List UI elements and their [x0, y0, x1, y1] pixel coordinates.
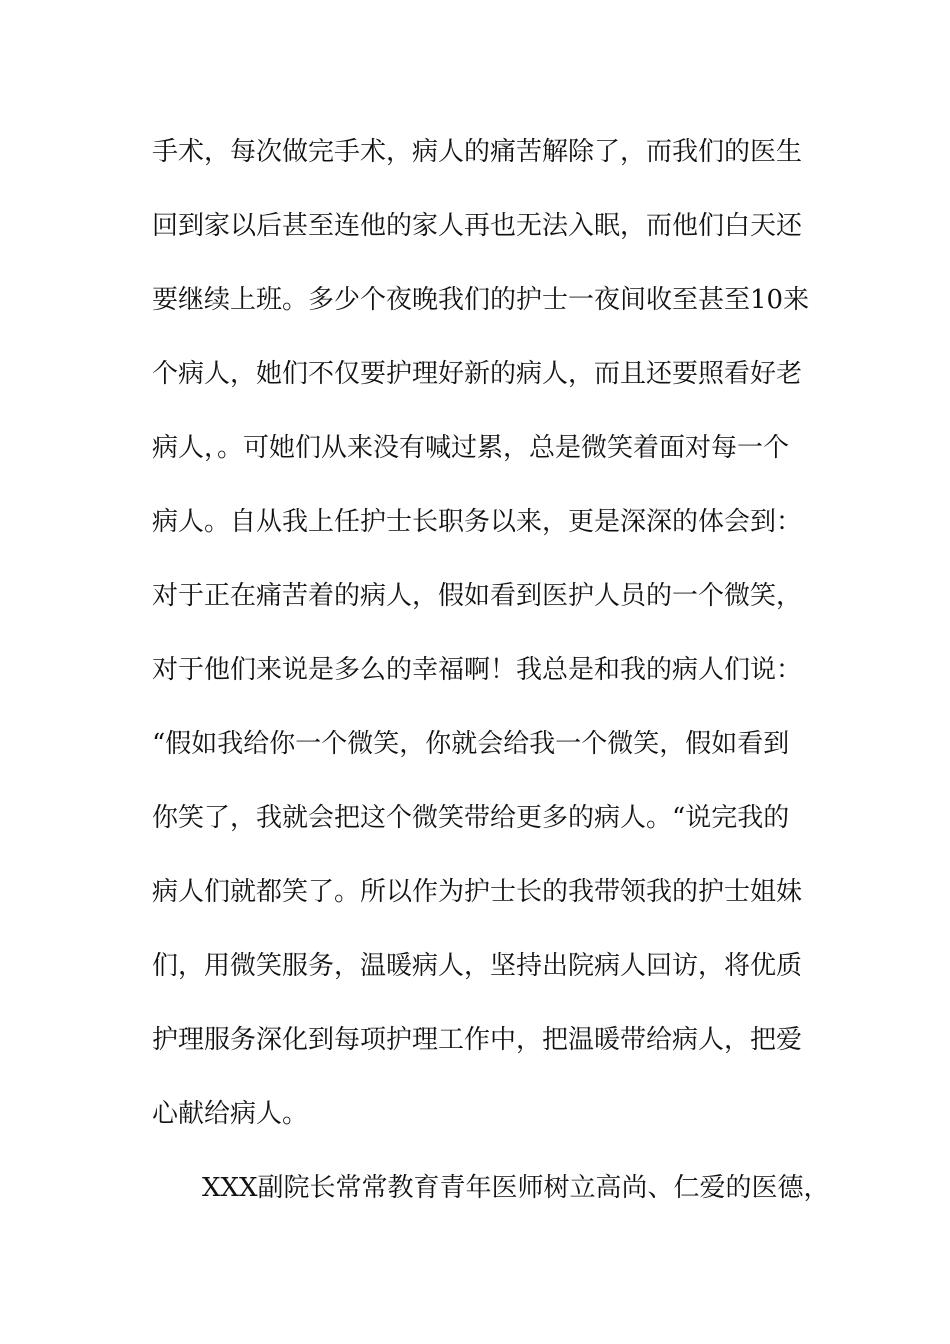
text-line: 对于他们来说是多么的幸福啊！我总是和我的病人们说：: [152, 655, 803, 685]
text-line: XXX副院长常常教育青年医师树立高尚、仁爱的医德，: [202, 1173, 830, 1203]
text-line: 你笑了，我就会把这个微笑带给更多的病人。“说完我的: [152, 803, 790, 833]
text-line: 回到家以后甚至连他的家人再也无法入眠，而他们白天还: [152, 211, 803, 241]
text-line: 手术，每次做完手术，病人的痛苦解除了，而我们的医生: [152, 137, 803, 167]
text-line: 们，用微笑服务，温暖病人，坚持出院病人回访，将优质: [152, 951, 803, 981]
paragraph: [152, 1166, 830, 1240]
text-line: 病人。自从我上任护士长职务以来，更是深深的体会到：: [152, 507, 803, 537]
text-line: 个病人，她们不仅要护理好新的病人，而且还要照看好老: [152, 359, 803, 389]
text-line: “假如我给你一个微笑，你就会给我一个微笑，假如看到: [152, 729, 790, 759]
document-body: [152, 130, 830, 1240]
text-line: 对于正在痛苦着的病人，假如看到医护人员的一个微笑，: [152, 581, 803, 611]
text-line: 病人，。可她们从来没有喊过累，总是微笑着面对每一个: [152, 433, 790, 463]
paragraph: [152, 130, 812, 1166]
text-line: 要继续上班。多少个夜晚我们的护士一夜间收至甚至10来: [152, 285, 810, 315]
text-line: 心献给病人。: [152, 1099, 309, 1129]
text-line: 护理服务深化到每项护理工作中，把温暖带给病人，把爱: [152, 1025, 803, 1055]
text-line: 病人们就都笑了。所以作为护士长的我带领我的护士姐妹: [152, 877, 803, 907]
